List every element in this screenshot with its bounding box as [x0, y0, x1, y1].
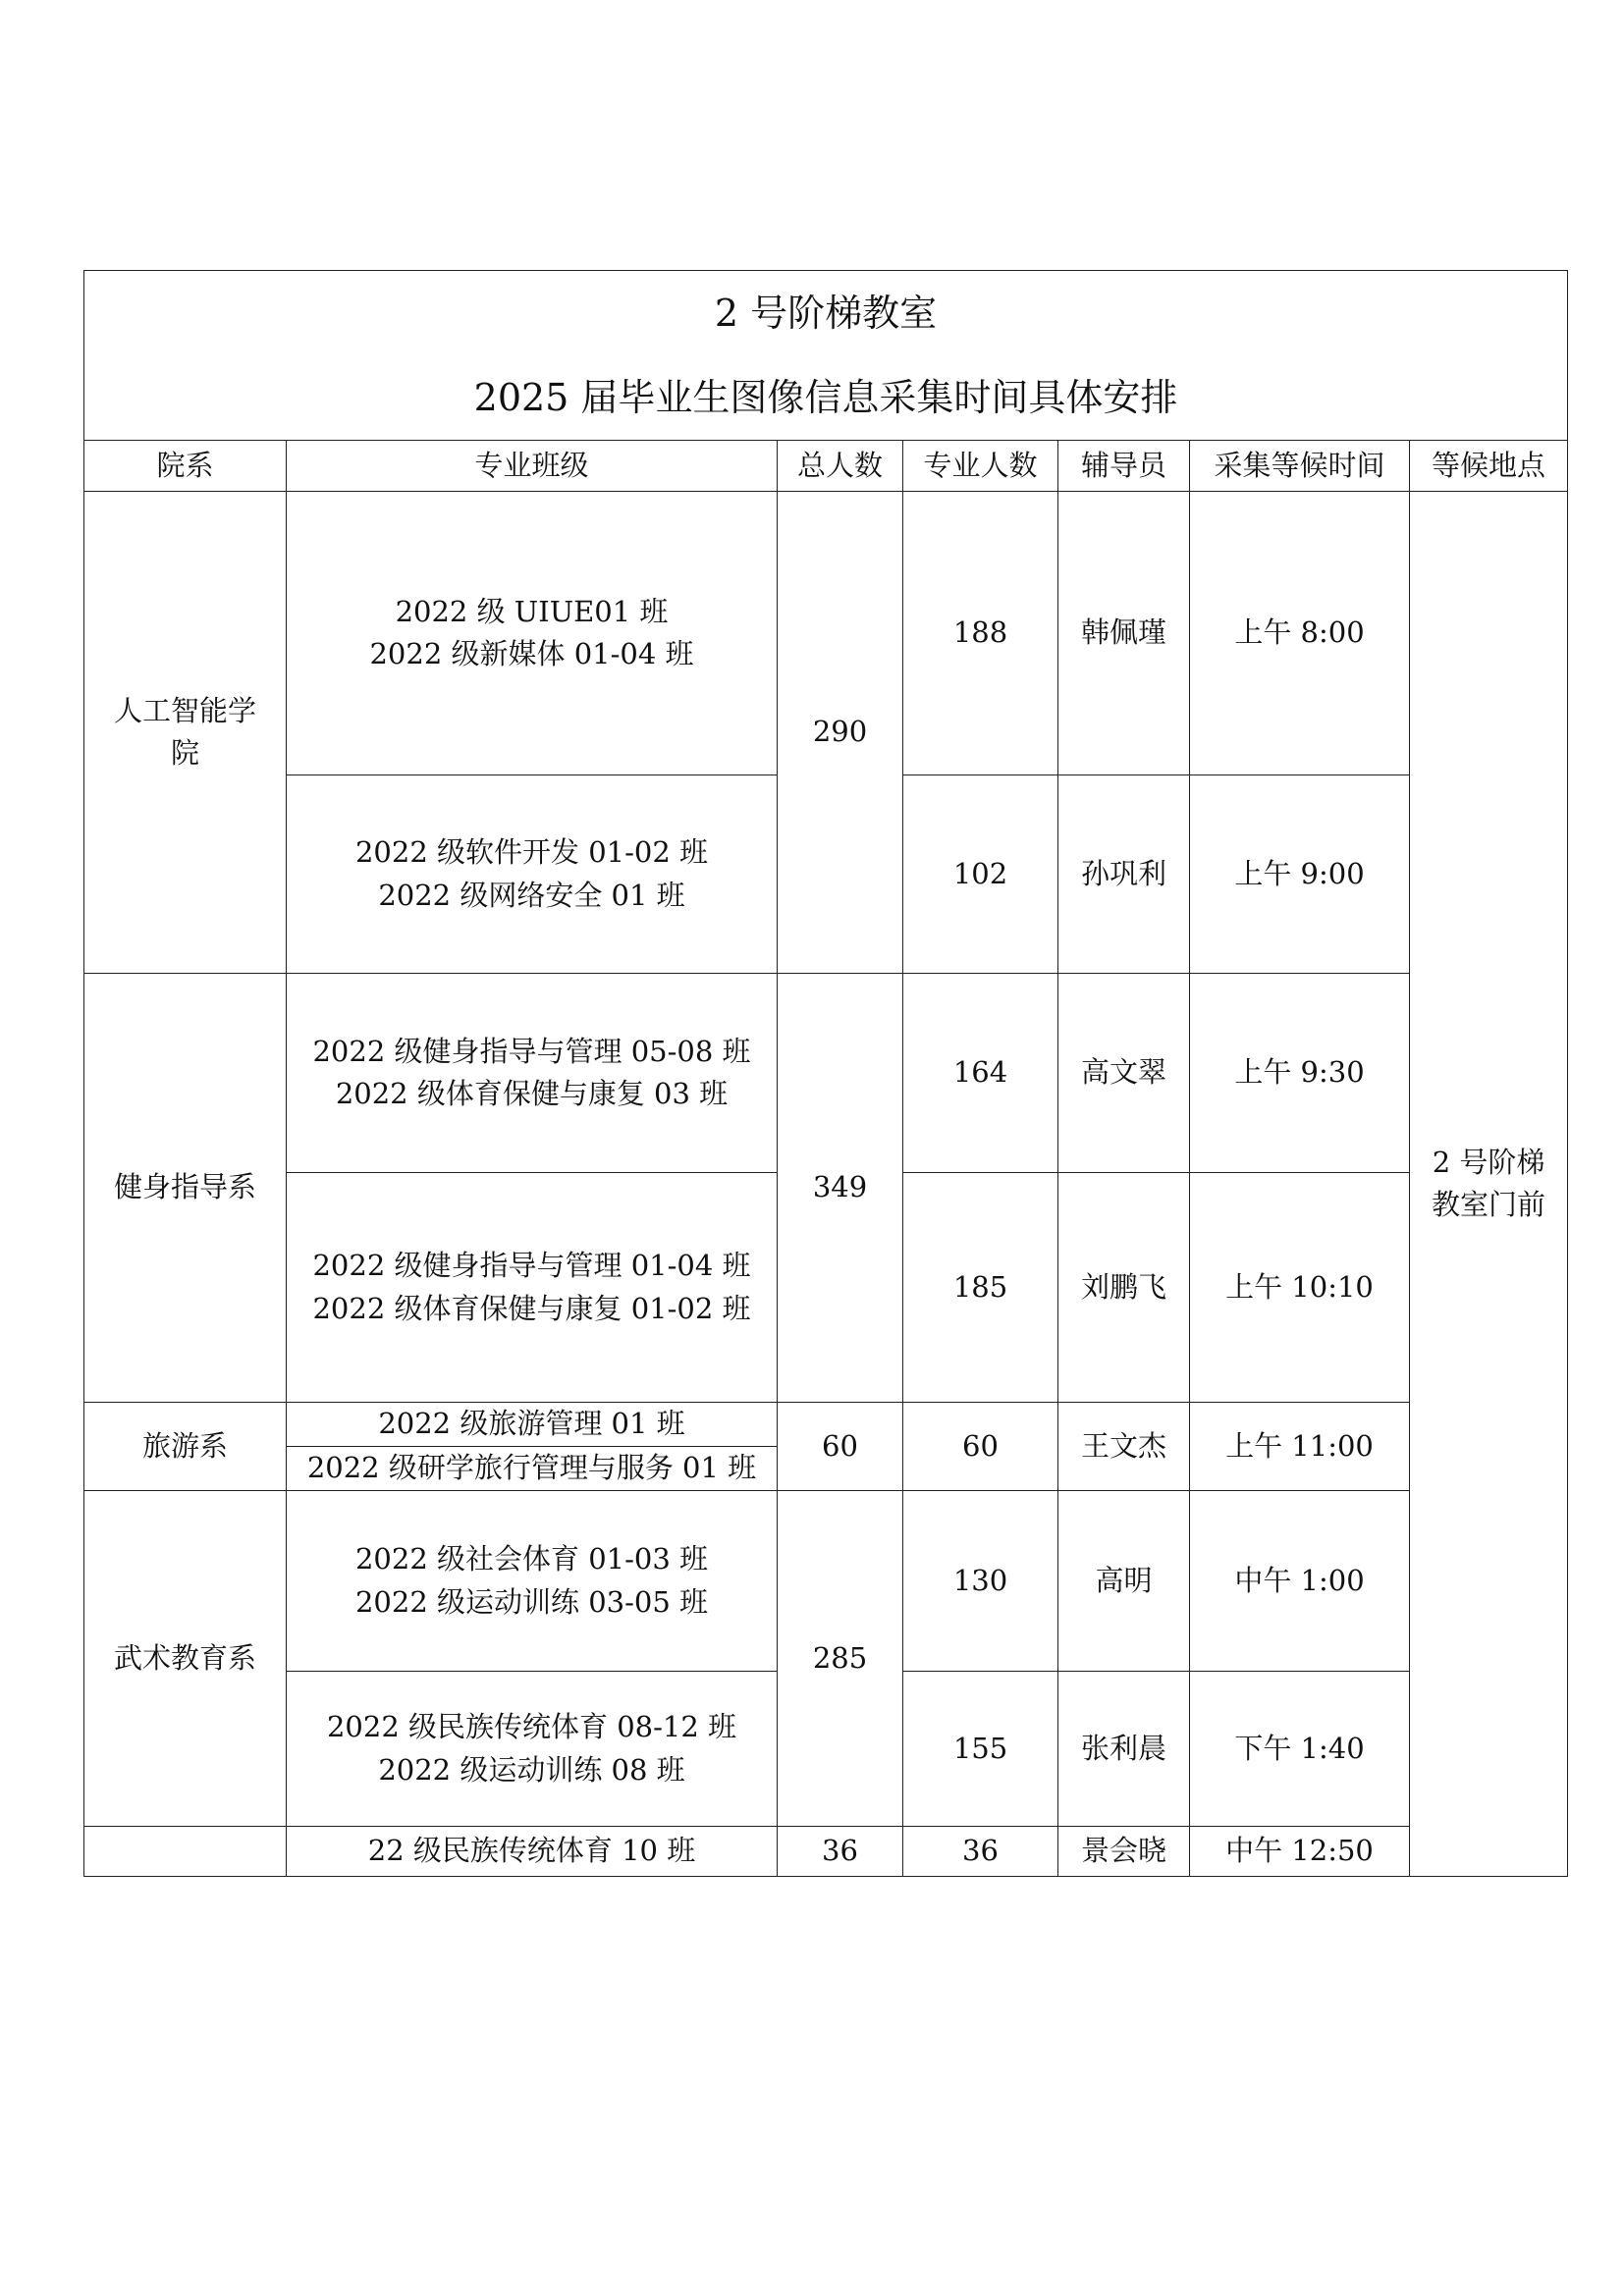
time-cell: 上午 9:00 [1190, 775, 1410, 974]
count-cell: 60 [903, 1403, 1058, 1491]
place-line: 教室门前 [1432, 1188, 1546, 1221]
class-line: 2022 级运动训练 03-05 班 [354, 1584, 709, 1619]
count-cell: 188 [903, 492, 1058, 775]
counselor-cell: 高明 [1058, 1491, 1190, 1672]
total-cell: 290 [778, 492, 903, 974]
header-row [84, 441, 1568, 492]
time-cell: 上午 10:10 [1190, 1173, 1410, 1403]
class-line: 2022 级新媒体 01-04 班 [369, 637, 694, 670]
counselor-cell: 景会晓 [1058, 1827, 1190, 1877]
count-cell: 164 [903, 974, 1058, 1173]
class-cell [287, 974, 778, 1173]
time-cell: 下午 1:40 [1190, 1672, 1410, 1827]
class-cell [287, 775, 778, 974]
department-cell: 健身指导系 [84, 974, 287, 1403]
title-line-1: 2 号阶梯教室 [714, 292, 938, 335]
total-cell: 36 [778, 1827, 903, 1877]
header-major-count: 专业人数 [903, 441, 1058, 492]
class-line: 2022 级网络安全 01 班 [378, 878, 685, 912]
header-department: 院系 [84, 441, 287, 492]
time-cell: 上午 9:30 [1190, 974, 1410, 1173]
place-cell [1410, 492, 1568, 1877]
department-cell [84, 492, 287, 974]
table-row [84, 1403, 1568, 1447]
class-cell [287, 1672, 778, 1827]
total-cell: 285 [778, 1491, 903, 1827]
count-cell: 36 [903, 1827, 1058, 1877]
counselor-cell: 韩佩瑾 [1058, 492, 1190, 775]
place-line: 2 号阶梯 [1432, 1145, 1545, 1179]
class-line: 2022 级软件开发 01-02 班 [354, 835, 709, 869]
table-row [84, 974, 1568, 1173]
class-line: 2022 级民族传统体育 08-12 班 [326, 1710, 737, 1743]
header-total: 总人数 [778, 441, 903, 492]
count-cell: 185 [903, 1173, 1058, 1403]
department-line: 人工智能学 [113, 693, 256, 727]
counselor-cell: 刘鹏飞 [1058, 1173, 1190, 1403]
class-line: 2022 级 UIUE01 班 [395, 594, 669, 628]
counselor-cell: 高文翠 [1058, 974, 1190, 1173]
class-cell [287, 1173, 778, 1403]
department-cell: 旅游系 [84, 1403, 287, 1491]
count-cell: 155 [903, 1672, 1058, 1827]
class-cell: 22 级民族传统体育 10 班 [287, 1827, 778, 1877]
department-cell: 武术教育系 [84, 1491, 287, 1827]
header-counselor: 辅导员 [1058, 441, 1190, 492]
total-cell: 60 [778, 1403, 903, 1491]
department-cell [84, 1827, 287, 1877]
counselor-cell: 孙巩利 [1058, 775, 1190, 974]
table-row [84, 492, 1568, 775]
counselor-cell: 王文杰 [1058, 1403, 1190, 1491]
count-cell: 130 [903, 1491, 1058, 1672]
class-cell: 2022 级研学旅行管理与服务 01 班 [287, 1447, 778, 1491]
class-line: 2022 级体育保健与康复 03 班 [335, 1077, 729, 1110]
schedule-table [83, 270, 1568, 1877]
class-line: 2022 级健身指导与管理 05-08 班 [312, 1034, 751, 1068]
time-cell: 上午 8:00 [1190, 492, 1410, 775]
class-line: 2022 级运动训练 08 班 [378, 1752, 685, 1787]
class-cell [287, 492, 778, 775]
department-line: 院 [170, 736, 199, 770]
title-line-2: 2025 届毕业生图像信息采集时间具体安排 [473, 376, 1178, 419]
counselor-cell: 张利晨 [1058, 1672, 1190, 1827]
table-row [84, 1491, 1568, 1672]
total-cell: 349 [778, 974, 903, 1403]
table-title [84, 271, 1568, 441]
time-cell: 中午 1:00 [1190, 1491, 1410, 1672]
class-line: 2022 级健身指导与管理 01-04 班 [312, 1249, 751, 1282]
header-wait-time: 采集等候时间 [1190, 441, 1410, 492]
count-cell: 102 [903, 775, 1058, 974]
class-line: 2022 级社会体育 01-03 班 [354, 1542, 709, 1575]
class-line: 2022 级体育保健与康复 01-02 班 [312, 1291, 751, 1325]
header-major-class: 专业班级 [287, 441, 778, 492]
class-cell: 2022 级旅游管理 01 班 [287, 1403, 778, 1447]
table-row [84, 1827, 1568, 1877]
time-cell: 中午 12:50 [1190, 1827, 1410, 1877]
class-cell [287, 1491, 778, 1672]
time-cell: 上午 11:00 [1190, 1403, 1410, 1491]
header-wait-place: 等候地点 [1410, 441, 1568, 492]
